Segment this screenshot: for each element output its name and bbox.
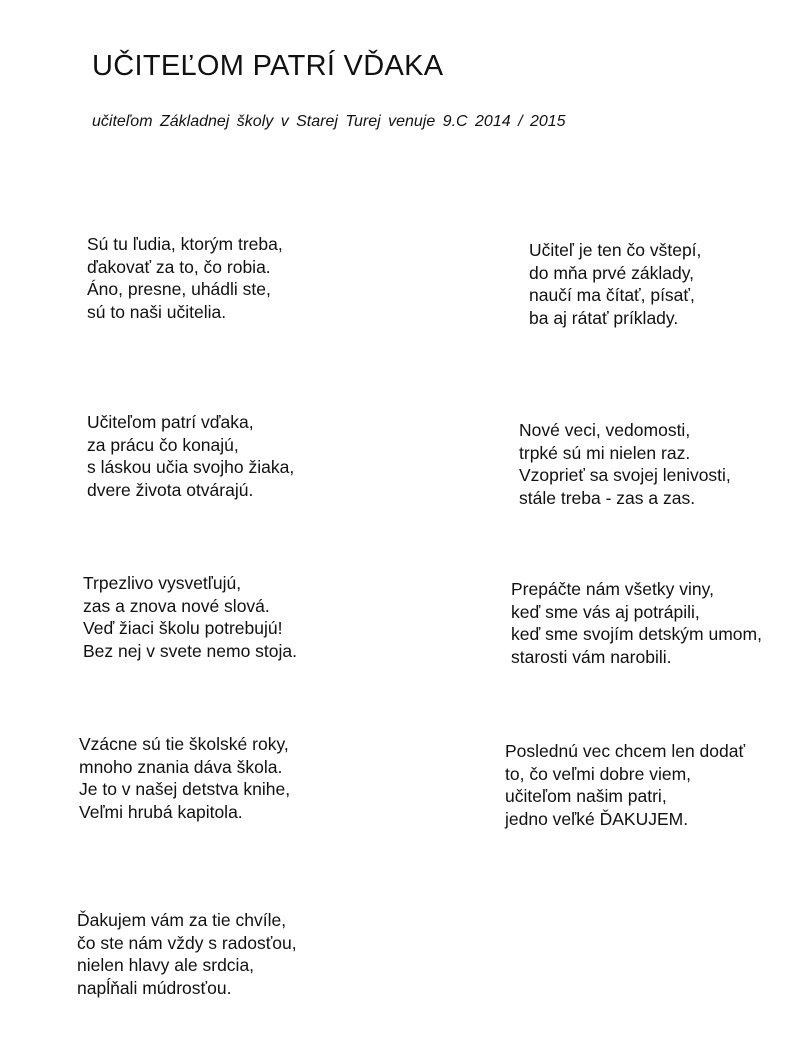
verse-line: jedno veľké ĎAKUJEM. [505,808,689,829]
verse-line: Veľmi hrubá kapitola. [79,801,243,822]
verse-line: Vzoprieť sa svojej lenivosti, [519,465,731,485]
verse-line: to, čo veľmi dobre viem, [505,763,692,784]
stanza-left-3 [83,572,297,662]
verse-line: mnoho znania dáva škola. [79,756,283,777]
verse-line: ďakovať za to, čo robia. [87,256,271,277]
verse-line: Bez nej v svete nemo stoja. [83,640,297,661]
stanza-left-4 [79,733,290,823]
dedication-subtitle: učiteľom Základnej školy v Starej Turej venuje 9.C 2014 / 2015 [92,113,566,130]
verse-line: napĺňali múdrosťou. [77,977,232,998]
stanza-left-5 [77,909,297,999]
verse-line: Poslednú vec chcem len dodať [505,741,746,761]
verse-line: Ďakujem vám za tie chvíle, [77,910,287,930]
poem-title: UČITEĽOM PATRÍ VĎAKA [92,50,444,82]
verse-line: starosti vám narobili. [511,646,672,667]
verse-line: Sú tu ľudia, ktorým treba, [87,234,283,254]
verse-line: Nové veci, vedomosti, [519,420,691,440]
verse-line: čo ste nám vždy s radosťou, [77,932,297,953]
verse-line: Učiteľ je ten čo vštepí, [529,240,702,260]
verse-line: trpké sú mi nielen raz. [519,442,691,463]
verse-line: za prácu čo konajú, [87,434,239,455]
verse-line: Vzácne sú tie školské roky, [79,734,289,754]
verse-line: sú to naši učitelia. [87,301,227,322]
verse-line: Učiteľom patrí vďaka, [87,412,254,432]
verse-line: Je to v našej detstva knihe, [79,779,291,799]
verse-line: keď sme svojím detským umom, [511,624,762,644]
verse-line: Áno, presne, uhádli ste, [87,279,271,299]
stanza-left-2 [87,411,294,501]
verse-line: ba aj rátať príklady. [529,307,679,328]
stanza-right-4 [505,740,745,830]
verse-line: Veď žiaci školu potrebujú! [83,618,283,638]
verse-line: Prepáčte nám všetky viny, [511,579,714,599]
stanza-right-3 [511,578,762,668]
verse-line: keď sme vás aj potrápili, [511,601,700,622]
verse-line: naučí ma čítať, písať, [529,285,695,305]
verse-line: učiteľom našim patri, [505,786,667,806]
verse-line: nielen hlavy ale srdcia, [77,955,255,975]
verse-line: s láskou učia svojho žiaka, [87,457,295,477]
verse-line: stále treba - zas a zas. [519,487,696,508]
verse-line: dvere života otvárajú. [87,479,254,500]
verse-line: zas a znova nové slová. [83,595,270,616]
stanza-right-2 [519,419,731,509]
verse-line: do mňa prvé základy, [529,262,695,283]
stanza-right-1 [529,239,701,329]
stanza-left-1 [87,233,283,323]
verse-line: Trpezlivo vysvetľujú, [83,573,242,593]
